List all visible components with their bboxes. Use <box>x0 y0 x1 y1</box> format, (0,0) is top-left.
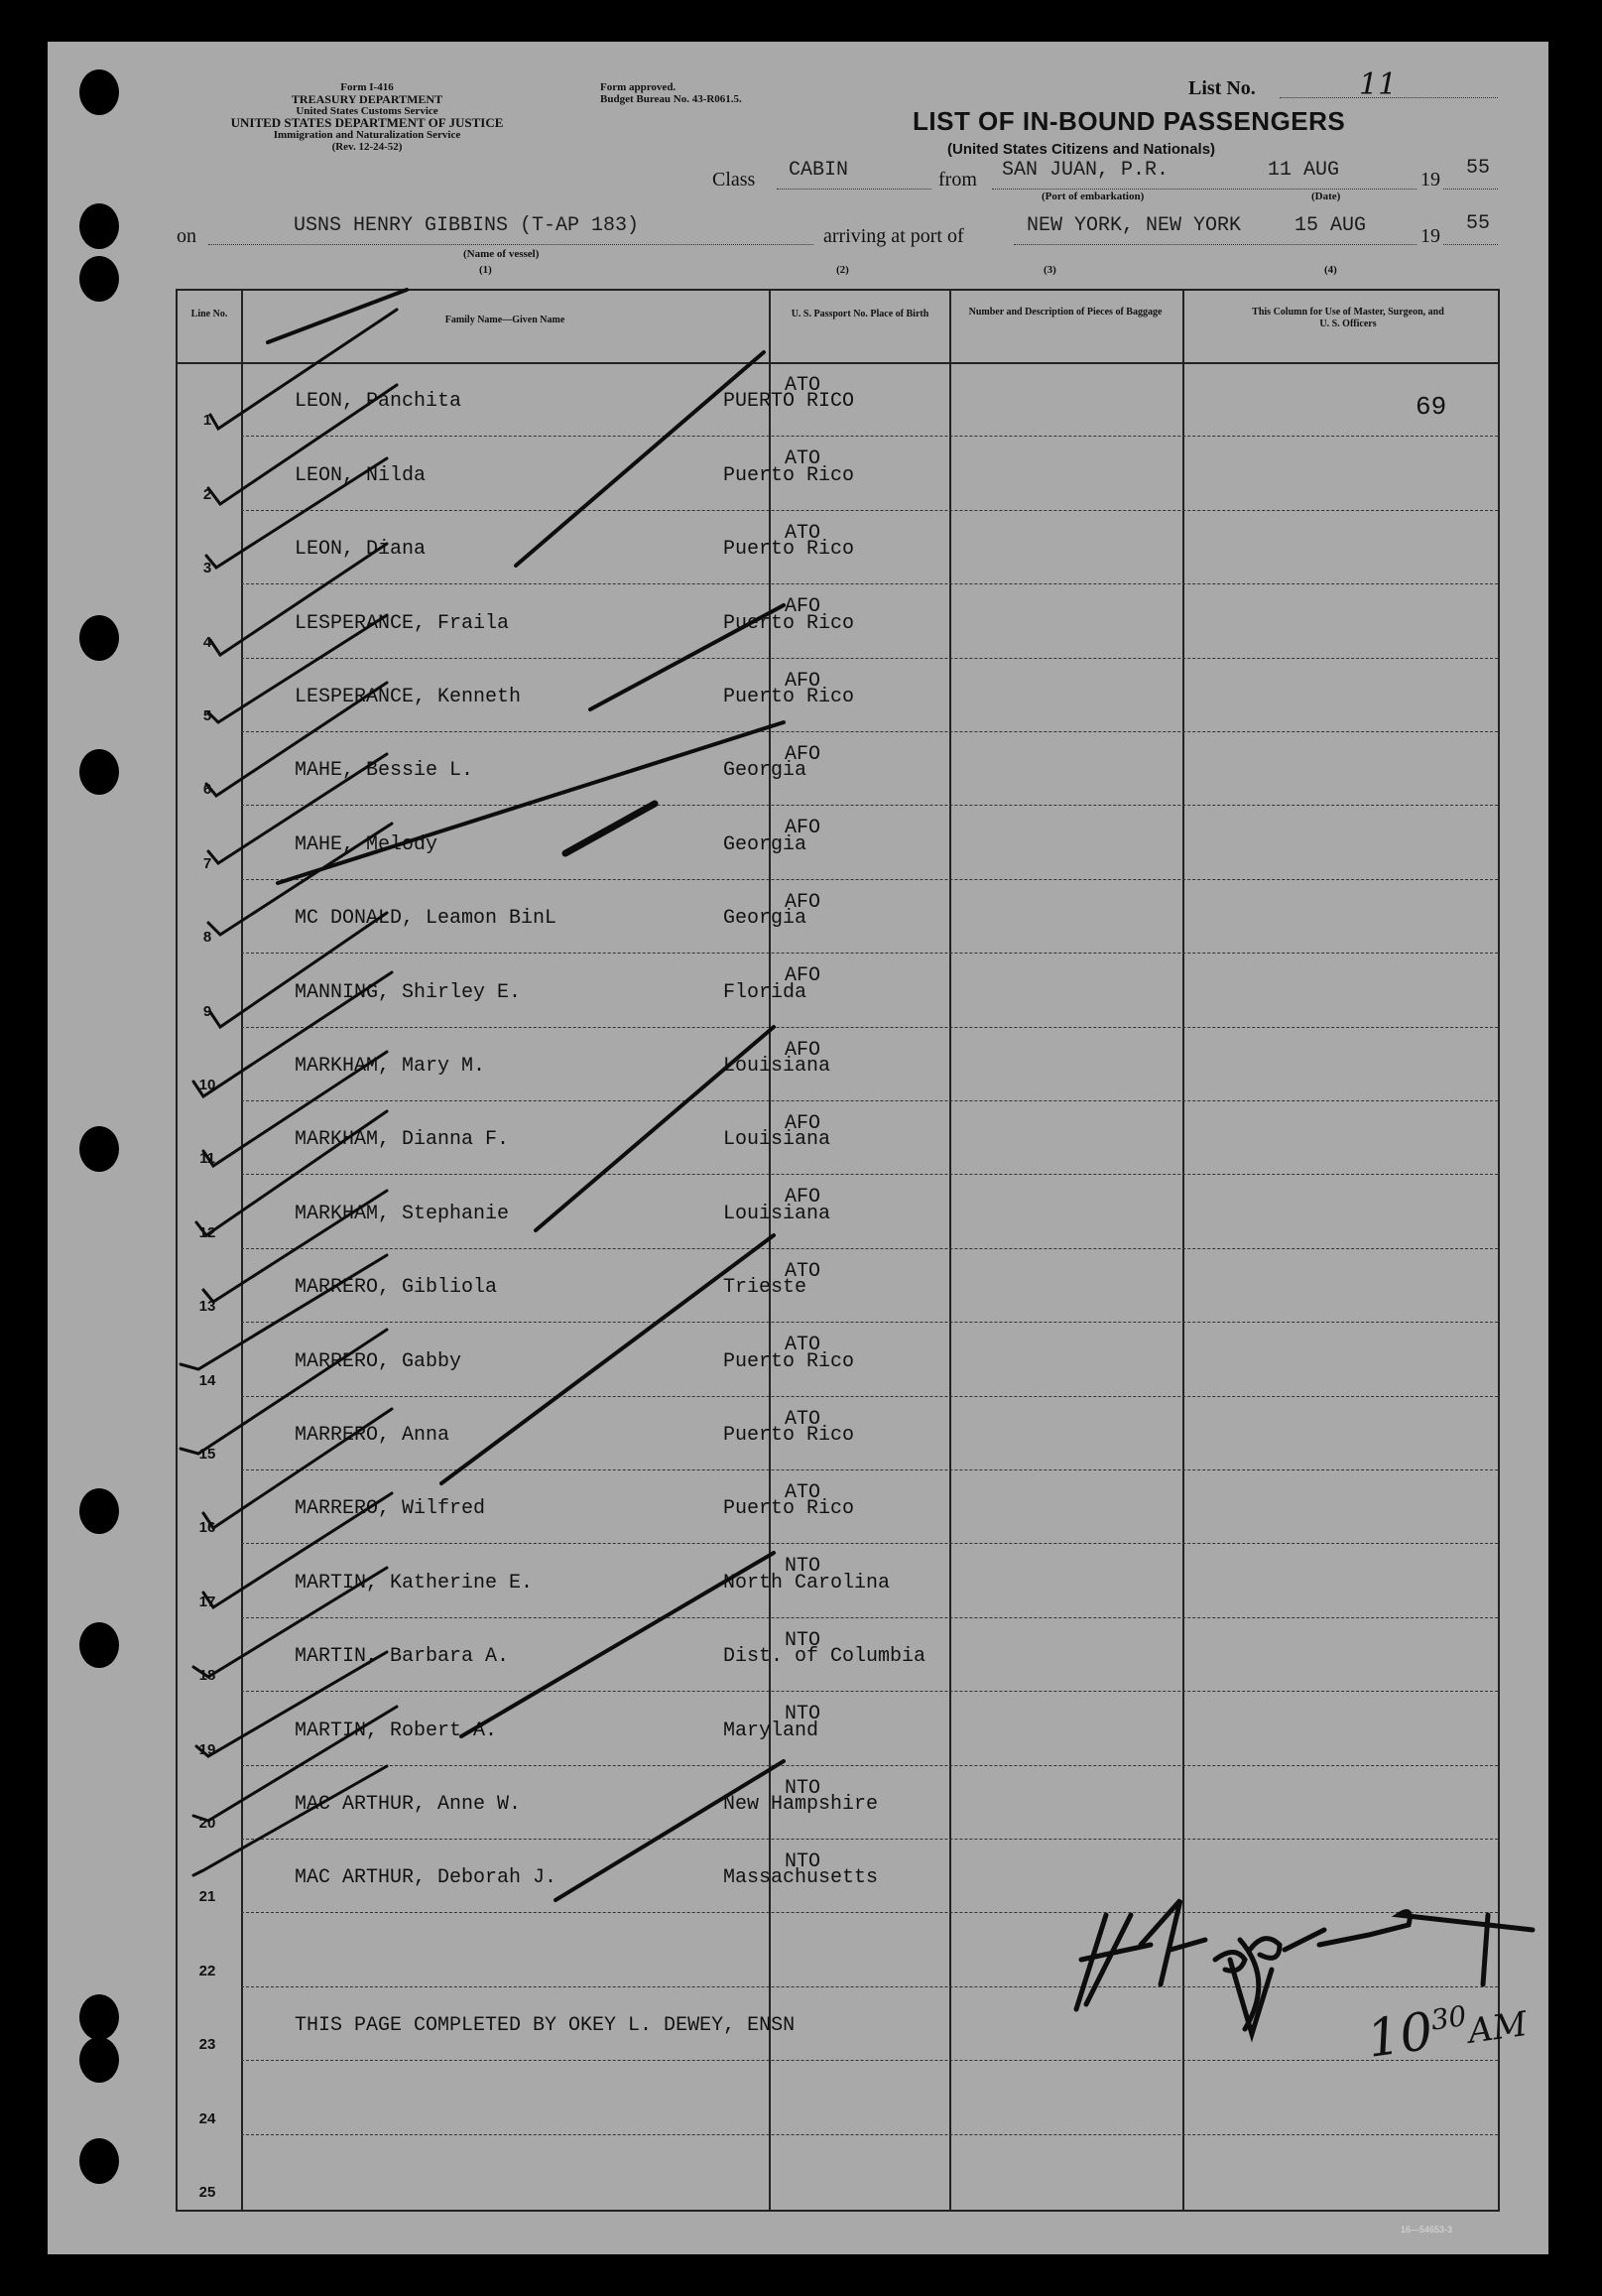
port-embark-caption: (Port of embarkation) <box>1042 191 1145 202</box>
binder-hole <box>79 1126 119 1172</box>
passport-code: AFO <box>784 743 820 766</box>
place-of-birth: Puerto Rico <box>723 463 855 487</box>
line-number: 4 <box>202 633 212 651</box>
binder-hole <box>79 69 119 115</box>
binder-hole <box>79 1994 119 2040</box>
passenger-name: MARRERO, Anna <box>295 1424 450 1447</box>
dept-ins: Immigration and Naturalization Service <box>273 129 461 141</box>
dept-treasury: TREASURY DEPARTMENT <box>291 92 443 106</box>
passenger-name: LESPERANCE, Kenneth <box>295 686 522 708</box>
budget-bureau-line: Budget Bureau No. 43-R061.5. <box>600 93 742 105</box>
place-of-birth: PUERTO RICO <box>723 390 855 414</box>
line-number: 19 <box>198 1740 216 1758</box>
passenger-name: MARKHAM, Mary M. <box>295 1055 486 1078</box>
signature-ampm: AM <box>1465 2003 1531 2052</box>
class-label: Class <box>712 169 756 191</box>
place-of-birth: Puerto Rico <box>723 1497 855 1521</box>
row-divider <box>241 1396 1498 1397</box>
line-number: 20 <box>198 1815 216 1832</box>
passport-code: ATO <box>784 374 820 397</box>
row-divider <box>241 1543 1498 1544</box>
row-divider <box>241 1986 1498 1987</box>
passenger-name: MARKHAM, Dianna F. <box>295 1128 510 1152</box>
passenger-name: MARRERO, Gibliola <box>295 1276 498 1300</box>
passport-code: NTO <box>784 1850 820 1873</box>
row-divider <box>241 1765 1498 1766</box>
line-number: 5 <box>202 707 212 724</box>
header-name: Family Name—Given Name <box>444 315 565 325</box>
row-divider <box>241 1322 1498 1323</box>
place-of-birth: Louisiana <box>723 1055 831 1078</box>
place-of-birth: Louisiana <box>723 1202 831 1225</box>
header-officers: This Column for Use of Master, Surgeon, and U. S. Officers <box>1252 307 1444 329</box>
passenger-name: LEON, Panchita <box>295 390 462 414</box>
column-number-4: (4) <box>1324 264 1337 276</box>
dept-justice: UNITED STATES DEPARTMENT OF JUSTICE <box>230 115 504 130</box>
vessel-underline <box>208 244 813 245</box>
line-number: 15 <box>198 1446 216 1463</box>
line-number: 1 <box>202 412 212 430</box>
place-of-birth: Dist. of Columbia <box>723 1645 926 1669</box>
class-value: CABIN <box>789 159 849 182</box>
line-number: 22 <box>198 1962 216 1979</box>
line-number: 3 <box>202 560 212 577</box>
row-divider <box>241 1617 1498 1618</box>
arrival-year: 55 <box>1466 212 1491 235</box>
year-underline <box>1443 189 1498 190</box>
signature-minute: 30 <box>1428 1998 1469 2037</box>
line-number: 11 <box>199 1150 215 1168</box>
passenger-name: LEON, Nilda <box>295 463 427 487</box>
from-label: from <box>938 169 977 191</box>
column-divider <box>769 291 771 2210</box>
date-caption: (Date) <box>1311 191 1341 202</box>
column-number-1: (1) <box>479 264 492 276</box>
line-number: 7 <box>202 854 212 872</box>
row-divider <box>241 1469 1498 1470</box>
passenger-name: THIS PAGE COMPLETED BY OKEY L. DEWEY, ENSN <box>295 2014 796 2038</box>
binder-hole <box>79 203 119 249</box>
form-approval <box>600 81 742 105</box>
passport-code: NTO <box>784 1703 820 1726</box>
passenger-table <box>176 289 1500 2212</box>
form-agency-block <box>169 81 565 153</box>
place-of-birth: Puerto Rico <box>723 1424 855 1447</box>
row-divider <box>241 510 1498 511</box>
binder-hole <box>79 2037 119 2083</box>
header-line-no: Line No. <box>190 309 228 319</box>
passport-code: AFO <box>784 1186 820 1210</box>
place-of-birth: New Hampshire <box>723 1793 879 1816</box>
footer-code: 16—54653-3 <box>1401 2225 1453 2234</box>
place-of-birth: Georgia <box>723 759 807 783</box>
binder-hole <box>79 256 119 302</box>
passport-code: AFO <box>784 964 820 988</box>
passenger-name: MANNING, Shirley E. <box>295 980 522 1004</box>
line-number: 24 <box>198 2109 216 2127</box>
passport-code: ATO <box>784 1334 820 1357</box>
binder-hole <box>79 2138 119 2184</box>
list-no-value: 11 <box>1359 67 1398 102</box>
place-of-birth: Georgia <box>723 907 807 931</box>
place-of-birth: Puerto Rico <box>723 611 855 635</box>
passenger-name: LEON, Diana <box>295 538 427 562</box>
passenger-name: MAHE, Bessie L. <box>295 759 474 783</box>
passenger-name: MC DONALD, Leamon BinL <box>295 907 557 931</box>
dept-customs: United States Customs Service <box>296 105 438 117</box>
passport-code: NTO <box>784 1555 820 1579</box>
passenger-name: MARTIN, Katherine E. <box>295 1571 534 1594</box>
line-number: 13 <box>198 1298 216 1316</box>
place-of-birth: Trieste <box>723 1276 807 1300</box>
row-divider <box>241 1839 1498 1840</box>
form-revision: (Rev. 12-24-52) <box>331 141 403 153</box>
row-divider <box>241 1691 1498 1692</box>
passport-code: AFO <box>784 817 820 840</box>
passenger-name: MAC ARTHUR, Deborah J. <box>295 1866 557 1890</box>
row-divider <box>241 658 1498 659</box>
embarkation-date: 11 AUG <box>1268 159 1340 182</box>
binder-hole <box>79 615 119 661</box>
passenger-name: MARRERO, Wilfred <box>295 1497 486 1521</box>
form-number: Form I-416 <box>340 81 394 93</box>
place-of-birth: North Carolina <box>723 1571 891 1594</box>
row-divider <box>241 805 1498 806</box>
passenger-name: MARTIN, Barbara A. <box>295 1645 510 1669</box>
passport-code: ATO <box>784 1481 820 1504</box>
binder-hole <box>79 1622 119 1668</box>
vessel-caption: (Name of vessel) <box>463 248 540 260</box>
row-divider <box>241 1100 1498 1101</box>
year-underline <box>1443 244 1498 245</box>
passport-code: AFO <box>784 890 820 914</box>
column-divider <box>1182 291 1184 2210</box>
place-of-birth: Georgia <box>723 832 807 856</box>
line-number: 2 <box>202 485 212 503</box>
line-number: 25 <box>198 2184 216 2201</box>
place-of-birth: Maryland <box>723 1719 819 1742</box>
row-divider <box>241 583 1498 584</box>
year-prefix: 19 <box>1420 169 1440 191</box>
passenger-name: MARKHAM, Stephanie <box>295 1202 510 1225</box>
line-number: 8 <box>202 929 212 947</box>
passport-code: NTO <box>784 1628 820 1652</box>
header-passport-birthplace: U. S. Passport No. Place of Birth <box>791 309 929 319</box>
binder-hole <box>79 1488 119 1534</box>
row-divider <box>241 2134 1498 2135</box>
list-no-label: List No. <box>1188 77 1256 99</box>
row-divider <box>241 1912 1498 1913</box>
column-divider <box>241 291 243 2210</box>
line-number: 21 <box>198 1888 216 1906</box>
row-divider <box>241 879 1498 880</box>
passenger-name: LESPERANCE, Fraila <box>295 611 510 635</box>
row-divider <box>241 1027 1498 1028</box>
place-of-birth: Puerto Rico <box>723 686 855 708</box>
passport-code: ATO <box>784 1407 820 1431</box>
passport-code: AFO <box>784 1038 820 1062</box>
year-prefix: 19 <box>1420 225 1440 247</box>
place-of-birth: Puerto Rico <box>723 538 855 562</box>
passport-code: ATO <box>784 1259 820 1283</box>
row-divider <box>241 953 1498 954</box>
line-number: 17 <box>198 1593 216 1610</box>
line-number: 9 <box>202 1002 212 1020</box>
passenger-name: MARRERO, Gabby <box>295 1349 462 1373</box>
passport-code: ATO <box>784 447 820 471</box>
line-number: 6 <box>202 781 212 799</box>
page-subtitle: (United States Citizens and Nationals) <box>947 141 1216 158</box>
passport-code: AFO <box>784 1112 820 1135</box>
embarkation-port: SAN JUAN, P.R. <box>1002 159 1170 182</box>
place-of-birth: Puerto Rico <box>723 1349 855 1373</box>
row-divider <box>241 1174 1498 1175</box>
line-number: 14 <box>198 1371 216 1389</box>
vessel-name: USNS HENRY GIBBINS (T-AP 183) <box>294 214 640 237</box>
header-baggage: Number and Description of Pieces of Baggage <box>968 307 1163 318</box>
passenger-name: MAC ARTHUR, Anne W. <box>295 1793 522 1816</box>
column-number-3: (3) <box>1044 264 1056 276</box>
line-number: 23 <box>198 2036 216 2054</box>
passport-code: AFO <box>784 669 820 693</box>
row-divider <box>241 2060 1498 2061</box>
arrival-port: NEW YORK, NEW YORK <box>1027 214 1242 237</box>
passport-code: NTO <box>784 1776 820 1800</box>
arrival-underline <box>1014 244 1417 245</box>
place-of-birth: Louisiana <box>723 1128 831 1152</box>
arrival-date: 15 AUG <box>1294 214 1367 237</box>
line-number: 12 <box>198 1223 216 1241</box>
line-number: 10 <box>198 1077 216 1093</box>
column-divider <box>949 291 951 2210</box>
class-underline <box>777 189 931 190</box>
column-number-2: (2) <box>836 264 849 276</box>
line-number: 16 <box>198 1519 216 1537</box>
approval-line: Form approved. <box>600 81 677 93</box>
passport-code: AFO <box>784 595 820 619</box>
header-divider <box>178 362 1498 364</box>
row-divider <box>241 1248 1498 1249</box>
binder-hole <box>79 749 119 795</box>
passport-code: ATO <box>784 521 820 545</box>
officer-mark: 69 <box>1416 392 1447 422</box>
passenger-name: MAHE, Melody <box>295 832 438 856</box>
signature-hour: 10 <box>1363 2001 1437 2070</box>
row-divider <box>241 731 1498 732</box>
arriving-label: arriving at port of <box>823 225 964 247</box>
place-of-birth: Florida <box>723 980 807 1004</box>
passenger-name: MARTIN, Robert A. <box>295 1719 498 1742</box>
embarkation-year: 55 <box>1466 157 1491 180</box>
place-of-birth: Massachusetts <box>723 1866 879 1890</box>
line-number: 18 <box>198 1667 216 1685</box>
page-title: LIST OF IN-BOUND PASSENGERS <box>913 106 1346 136</box>
on-label: on <box>177 225 196 247</box>
row-divider <box>241 436 1498 437</box>
from-underline <box>992 189 1417 190</box>
